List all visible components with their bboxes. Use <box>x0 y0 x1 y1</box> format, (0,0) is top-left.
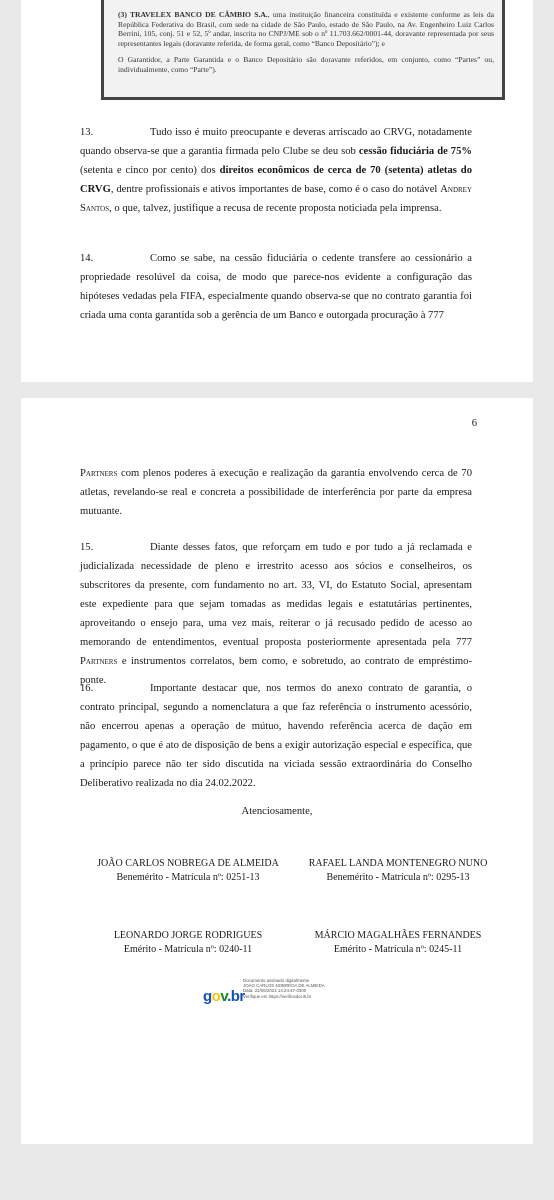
quoted-contract-excerpt <box>101 0 505 100</box>
signatory-role: Benemérito - Matrícula nº: 0251-13 <box>116 872 260 883</box>
stamp-verify-link[interactable]: Verifique em https://verificador.iti.br <box>243 993 312 999</box>
company-name: Partners <box>80 656 118 667</box>
text: Tudo isso é muito preocupante e deveras arriscado ao CRVG, notadamente quando observa-se que a garantia firmada pelo Clube se deu sob <box>80 127 472 157</box>
paragraph-number: 15. <box>80 542 94 553</box>
quote-bank-details: , uma instituição financeira constituída e existente conforme as leis da República Federativa do Brasil, com sede na cidade de São Paulo, estado de São Paulo, na Av. Engenheiro Luiz Carlos Berrini, 105, conj. 51 e 52, 5º andar, inscrita no CNPJ/ME sob o nº 11.703.662/0001-44, doravante representada por seus representantes legais (doravante referida, de forma geral, como “Banco Depositário”); e <box>118 10 495 48</box>
quote-paragraph-1 <box>118 10 494 48</box>
bold-text: direitos econômicos de cerca de 70 (setenta) atletas do CRVG <box>80 165 472 195</box>
paragraph-14 <box>80 249 472 325</box>
signature-stamp-text <box>243 978 325 999</box>
text: Diante desses fatos, que reforçam em tudo e por tudo a já reclamada e judicializada necessidade de pleno e irrestrito acesso aos sócios e conselheiros, os subscritores da presente, com fundamento no art. 33, VI, do Estatuto Social, apresentam este expediente para que sejam tomadas as medidas legais e estatutárias pertinentes, aproveitando o ensejo para, uma vez mais, reiterar o já recusado pedido de acesso ao memorando de entendimentos, eventual proposta posteriormente apresentada pela 777 <box>80 542 472 648</box>
text: , dentre profissionais e ativos importantes de base, como é o caso do notável <box>110 184 441 195</box>
text: Importante destacar que, nos termos do anexo contrato de garantia, o contrato principal, segundo a nomenclatura a que faz referência o instrumento acessório, não encerrou apenas a operação de mútuo, havendo referência acerca de dação em pagamento, o que é ato de disposição de bens a exigir autorização especial e específica, que a princípio parece não ter sido discutida na viciada sessão extraordinária do Conselho Deliberativo realizada no dia 24.02.2022. <box>80 683 472 789</box>
paragraph-13 <box>80 123 472 218</box>
govbr-digital-signature-stamp <box>201 978 361 1020</box>
signatory-name: JOÃO CARLOS NOBREGA DE ALMEIDA <box>97 858 279 869</box>
closing-salutation: Atenciosamente, <box>241 806 313 817</box>
text: Como se sabe, na cessão fiduciária o cedente transfere ao cessionário a propriedade resolúvel da coisa, de modo que parece-nos evidente a configuração das hipóteses vedadas pela FIFA, especialmente quando observa-se que no contrato garantia foi criada uma conta garantida sob a gerência de um Banco e outorgada procuração à 777 <box>80 253 472 321</box>
bold-text: cessão fiduciária de 75% <box>358 146 472 157</box>
player-name: Andrey Santos <box>80 184 472 214</box>
document-page-6 <box>21 398 533 1144</box>
signature-block-2 <box>273 857 523 885</box>
paragraph-15 <box>80 538 472 690</box>
text: com plenos poderes à execução e realização da garantia envolvendo cerca de 70 atletas, revelando-se real e concreta a possibilidade de interferência por parte da empresa mutuante. <box>80 468 472 517</box>
govbr-logo: gov.br <box>203 988 245 1005</box>
signatory-role: Emérito - Matrícula nº: 0245-11 <box>333 944 463 955</box>
signatory-name: LEONARDO JORGE RODRIGUES <box>113 930 263 941</box>
company-name: Partners <box>80 468 118 479</box>
paragraph-number: 16. <box>80 683 94 694</box>
text: (setenta e cinco por cento) dos <box>80 165 220 176</box>
quote-paragraph-2: O Garantidor, a Parte Garantida e o Banco Depositário são doravante referidos, em conjunto, como “Partes” ou, individualmente, como “Parte”). <box>118 55 494 74</box>
document-page-5 <box>21 0 533 382</box>
text: e instrumentos correlatos, bem como, e sobretudo, ao contrato de empréstimo-ponte. <box>80 656 472 686</box>
page-number: 6 <box>471 418 477 429</box>
signatory-role: Emérito - Matrícula nº: 0240-11 <box>123 944 253 955</box>
stamp-date: Data: 22/05/2022 14:24:47-0300 <box>243 988 307 994</box>
stamp-line: Documento assinado digitalmente <box>243 978 310 983</box>
paragraph-16 <box>80 679 472 793</box>
stamp-signer: JOAO CARLOS NOBREGA DE ALMEIDA <box>243 983 325 989</box>
paragraph-number: 14. <box>80 253 94 264</box>
paragraph-14-continued <box>80 464 472 521</box>
signature-block-4 <box>273 929 523 957</box>
signatory-role: Benemérito - Matrícula nº: 0295-13 <box>326 872 470 883</box>
text: , o que, talvez, justifique a recusa de recente proposta noticiada pela imprensa. <box>109 203 442 214</box>
quote-bank-name: (3) TRAVELEX BANCO DE CÂMBIO S.A. <box>118 10 268 19</box>
signatory-name: RAFAEL LANDA MONTENEGRO NUNO <box>308 858 488 869</box>
signatory-name: MÁRCIO MAGALHÃES FERNANDES <box>314 930 482 941</box>
paragraph-number: 13. <box>80 127 94 138</box>
